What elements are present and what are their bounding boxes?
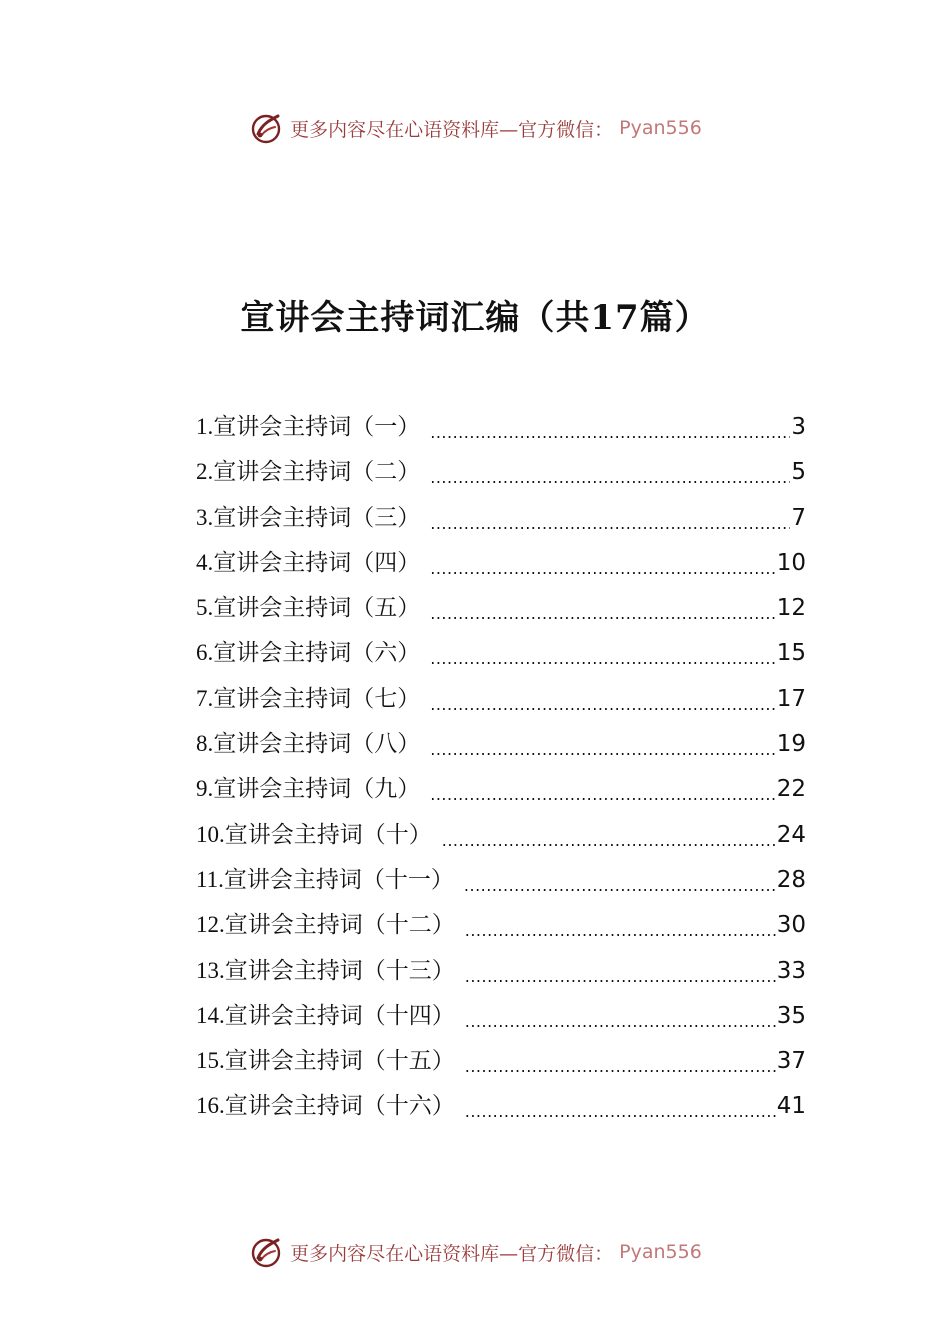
toc-dot-leader <box>430 736 775 762</box>
toc-entry-page: 12 <box>776 595 806 622</box>
header-wechat-id: Pyan556 <box>619 117 702 139</box>
toc-entry-page: 37 <box>776 1048 806 1075</box>
toc-entry-number: 1. <box>196 414 214 439</box>
toc-dot-leader <box>430 510 790 536</box>
toc-entry-title: 宣讲会主持词（四） <box>213 549 421 576</box>
toc-dot-leader <box>465 963 776 989</box>
toc-entry-page: 15 <box>776 640 806 667</box>
toc-entry-title: 宣讲会主持词（三） <box>213 504 421 531</box>
toc-entry-page: 41 <box>776 1093 806 1120</box>
toc-entry-number: 13. <box>196 957 225 983</box>
toc-entry[interactable] <box>196 408 806 453</box>
toc-entry[interactable] <box>196 680 806 725</box>
toc-entry-number: 8. <box>196 731 214 757</box>
toc-entry-number: 5. <box>196 595 214 621</box>
toc-entry-page: 19 <box>776 731 806 758</box>
toc-entry-title: 宣讲会主持词（十二） <box>224 912 455 939</box>
toc-entry-page: 22 <box>776 776 806 803</box>
toc-entry-title: 宣讲会主持词（七） <box>213 685 421 712</box>
toc-entry-number: 6. <box>196 640 214 666</box>
toc-entry-number: 7. <box>196 685 214 711</box>
toc-entry-title: 宣讲会主持词（二） <box>213 459 421 486</box>
toc-entry[interactable] <box>196 997 806 1042</box>
toc-entry[interactable] <box>196 589 806 634</box>
footer-banner-text: 更多内容尽在心语资料库—官方微信： <box>290 1242 614 1265</box>
toc-entry-title: 宣讲会主持词（十一） <box>223 866 454 893</box>
toc-entry-title: 宣讲会主持词（十五） <box>224 1048 455 1075</box>
toc-dot-leader <box>430 781 775 807</box>
toc-entry-title: 宣讲会主持词（九） <box>213 776 421 803</box>
toc-entry[interactable] <box>196 770 806 815</box>
xinyu-logo-icon <box>248 110 284 146</box>
toc-dot-leader <box>465 917 776 943</box>
toc-entry-title: 宣讲会主持词（五） <box>213 595 421 622</box>
header-banner <box>0 108 950 148</box>
toc-dot-leader <box>430 691 775 717</box>
xinyu-logo-icon <box>248 1234 284 1270</box>
toc-entry-title: 宣讲会主持词（十四） <box>224 1002 455 1029</box>
toc-entry[interactable] <box>196 952 806 997</box>
toc-entry[interactable] <box>196 634 806 679</box>
toc-entry-number: 15. <box>196 1048 225 1074</box>
header-banner-text: 更多内容尽在心语资料库—官方微信： <box>290 118 614 141</box>
toc-entry-page: 33 <box>776 957 806 984</box>
toc-entry-page: 5 <box>791 459 806 486</box>
toc-entry-number: 9. <box>196 776 214 802</box>
toc-entry-page: 3 <box>791 414 806 440</box>
toc-dot-leader <box>430 419 790 445</box>
toc-dot-leader <box>465 1098 776 1124</box>
toc-entry-title: 宣讲会主持词（十） <box>224 821 432 848</box>
toc-entry[interactable] <box>196 906 806 951</box>
toc-entry[interactable] <box>196 1042 806 1087</box>
toc-entry-page: 35 <box>776 1002 806 1029</box>
toc-entry-number: 3. <box>196 504 214 530</box>
toc-dot-leader <box>442 827 776 853</box>
footer-banner <box>0 1232 950 1272</box>
toc-entry-page: 30 <box>776 912 806 939</box>
toc-entry-page: 7 <box>791 504 806 531</box>
toc-dot-leader <box>464 872 776 898</box>
footer-wechat-id: Pyan556 <box>619 1241 702 1263</box>
toc-entry[interactable] <box>196 453 806 498</box>
toc-dot-leader <box>430 464 790 490</box>
toc-dot-leader <box>430 600 775 626</box>
toc-dot-leader <box>465 1053 776 1079</box>
toc-entry-number: 11. <box>196 866 224 892</box>
toc-entry-title: 宣讲会主持词（十三） <box>224 957 455 984</box>
toc-entry-page: 28 <box>776 866 806 893</box>
toc-entry-page: 10 <box>776 549 806 576</box>
toc-entry-number: 12. <box>196 912 225 938</box>
document-title: 宣讲会主持词汇编（共17篇） <box>240 298 710 338</box>
toc-entry-number: 14. <box>196 1002 225 1028</box>
toc-entry-title: 宣讲会主持词（六） <box>213 640 421 667</box>
toc-dot-leader <box>430 555 775 581</box>
toc-entry-number: 4. <box>196 549 214 575</box>
toc-entry-number: 2. <box>196 459 214 485</box>
toc-entry-title: 宣讲会主持词（八） <box>213 731 421 758</box>
toc-entry-page: 24 <box>776 821 806 848</box>
toc-entry[interactable] <box>196 725 806 770</box>
toc-dot-leader <box>465 1008 776 1034</box>
toc-entry[interactable] <box>196 1087 806 1132</box>
toc-entry[interactable] <box>196 499 806 544</box>
toc-entry-title: 宣讲会主持词（一） <box>213 414 421 440</box>
toc-entry[interactable] <box>196 544 806 589</box>
toc-entry-number: 16. <box>196 1093 225 1119</box>
toc-entry-title: 宣讲会主持词（十六） <box>224 1093 455 1120</box>
toc-entry[interactable] <box>196 861 806 906</box>
toc-entry[interactable] <box>196 816 806 861</box>
toc-entry-number: 10. <box>196 821 225 847</box>
toc-entry-page: 17 <box>776 685 806 712</box>
table-of-contents <box>196 408 806 1133</box>
toc-dot-leader <box>430 645 775 671</box>
